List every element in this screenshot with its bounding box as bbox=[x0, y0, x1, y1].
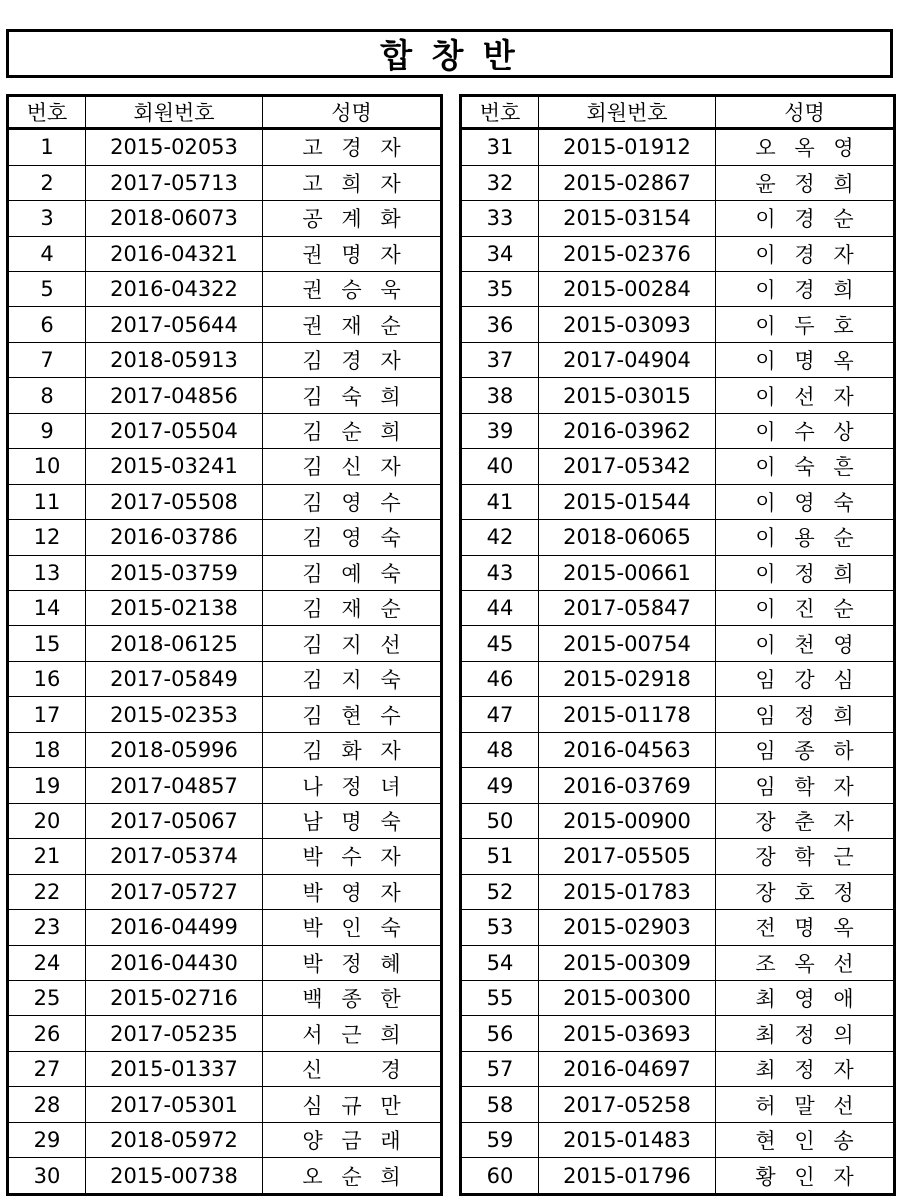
member-name-cell: 윤 정 희 bbox=[716, 165, 895, 200]
table-row bbox=[461, 520, 895, 555]
member-number-cell: 46 bbox=[461, 661, 539, 696]
member-name-cell: 박 정 혜 bbox=[263, 945, 442, 980]
table-row bbox=[8, 378, 442, 413]
member-id-cell: 2016-04563 bbox=[539, 732, 716, 767]
member-number-cell: 19 bbox=[8, 768, 86, 803]
member-name-cell: 이 경 순 bbox=[716, 201, 895, 236]
table-row bbox=[461, 413, 895, 448]
member-name-cell: 이 두 호 bbox=[716, 307, 895, 342]
member-name-cell: 김 경 자 bbox=[263, 342, 442, 377]
table-row bbox=[8, 591, 442, 626]
member-id-cell: 2017-05258 bbox=[539, 1087, 716, 1122]
member-name-cell: 김 영 숙 bbox=[263, 520, 442, 555]
member-number-cell: 6 bbox=[8, 307, 86, 342]
member-number-cell: 58 bbox=[461, 1087, 539, 1122]
member-id-cell: 2015-02867 bbox=[539, 165, 716, 200]
member-name-cell: 심 규 만 bbox=[263, 1087, 442, 1122]
table-row bbox=[461, 342, 895, 377]
table-row bbox=[8, 661, 442, 696]
table-row bbox=[8, 1051, 442, 1086]
table-row bbox=[461, 1158, 895, 1195]
member-number-cell: 53 bbox=[461, 910, 539, 945]
table-row bbox=[461, 555, 895, 590]
member-number-cell: 3 bbox=[8, 201, 86, 236]
table-row bbox=[461, 910, 895, 945]
member-number-cell: 57 bbox=[461, 1051, 539, 1086]
member-name-cell: 김 영 수 bbox=[263, 484, 442, 519]
member-name-cell: 서 근 희 bbox=[263, 1016, 442, 1051]
member-name-cell: 이 수 상 bbox=[716, 413, 895, 448]
member-name-cell: 김 현 수 bbox=[263, 697, 442, 732]
page-title: 합 창 반 bbox=[380, 36, 519, 75]
table-row bbox=[8, 874, 442, 909]
roster-table-left bbox=[6, 94, 443, 1196]
table-row bbox=[8, 307, 442, 342]
header-member-id: 회원번호 bbox=[86, 96, 263, 129]
member-name-cell: 백 종 한 bbox=[263, 981, 442, 1016]
member-number-cell: 32 bbox=[461, 165, 539, 200]
table-row bbox=[461, 378, 895, 413]
member-name-cell: 박 인 숙 bbox=[263, 910, 442, 945]
table-row bbox=[461, 1016, 895, 1051]
member-number-cell: 13 bbox=[8, 555, 86, 590]
member-id-cell: 2015-01544 bbox=[539, 484, 716, 519]
member-number-cell: 7 bbox=[8, 342, 86, 377]
member-name-cell: 임 정 희 bbox=[716, 697, 895, 732]
member-number-cell: 44 bbox=[461, 591, 539, 626]
member-id-cell: 2018-06065 bbox=[539, 520, 716, 555]
member-id-cell: 2017-05342 bbox=[539, 449, 716, 484]
member-id-cell: 2015-01796 bbox=[539, 1158, 716, 1195]
table-row bbox=[8, 697, 442, 732]
table-row bbox=[8, 1158, 442, 1195]
member-number-cell: 12 bbox=[8, 520, 86, 555]
table-row bbox=[461, 626, 895, 661]
member-name-cell: 권 재 순 bbox=[263, 307, 442, 342]
member-number-cell: 59 bbox=[461, 1122, 539, 1157]
table-row bbox=[8, 165, 442, 200]
member-id-cell: 2017-04904 bbox=[539, 342, 716, 377]
member-name-cell: 황 인 자 bbox=[716, 1158, 895, 1195]
table-row bbox=[8, 732, 442, 767]
member-id-cell: 2015-02353 bbox=[86, 697, 263, 732]
member-name-cell: 이 진 순 bbox=[716, 591, 895, 626]
member-name-cell: 김 지 선 bbox=[263, 626, 442, 661]
member-name-cell: 오 옥 영 bbox=[716, 129, 895, 166]
member-id-cell: 2015-01483 bbox=[539, 1122, 716, 1157]
member-number-cell: 16 bbox=[8, 661, 86, 696]
member-id-cell: 2018-05913 bbox=[86, 342, 263, 377]
member-name-cell: 남 명 숙 bbox=[263, 803, 442, 838]
roster-body-right bbox=[461, 129, 895, 1195]
member-name-cell: 최 영 애 bbox=[716, 981, 895, 1016]
member-id-cell: 2015-01912 bbox=[539, 129, 716, 166]
table-row bbox=[8, 555, 442, 590]
member-name-cell: 임 학 자 bbox=[716, 768, 895, 803]
member-number-cell: 40 bbox=[461, 449, 539, 484]
member-name-cell: 양 금 래 bbox=[263, 1122, 442, 1157]
member-number-cell: 14 bbox=[8, 591, 86, 626]
member-number-cell: 18 bbox=[8, 732, 86, 767]
member-name-cell: 임 종 하 bbox=[716, 732, 895, 767]
member-id-cell: 2018-06125 bbox=[86, 626, 263, 661]
table-row bbox=[8, 413, 442, 448]
member-number-cell: 4 bbox=[8, 236, 86, 271]
member-name-cell: 허 말 선 bbox=[716, 1087, 895, 1122]
member-id-cell: 2016-04322 bbox=[86, 271, 263, 306]
member-name-cell: 김 숙 희 bbox=[263, 378, 442, 413]
member-number-cell: 9 bbox=[8, 413, 86, 448]
roster-body-left bbox=[8, 129, 442, 1195]
member-name-cell: 김 순 희 bbox=[263, 413, 442, 448]
member-number-cell: 17 bbox=[8, 697, 86, 732]
member-id-cell: 2015-02903 bbox=[539, 910, 716, 945]
member-number-cell: 25 bbox=[8, 981, 86, 1016]
member-number-cell: 33 bbox=[461, 201, 539, 236]
member-name-cell: 이 경 희 bbox=[716, 271, 895, 306]
header-name: 성명 bbox=[716, 96, 895, 129]
table-row bbox=[461, 697, 895, 732]
table-row bbox=[461, 839, 895, 874]
member-id-cell: 2016-04430 bbox=[86, 945, 263, 980]
header-number: 번호 bbox=[8, 96, 86, 129]
header-row bbox=[461, 96, 895, 129]
table-row bbox=[461, 449, 895, 484]
member-id-cell: 2015-00754 bbox=[539, 626, 716, 661]
member-number-cell: 50 bbox=[461, 803, 539, 838]
member-name-cell: 이 천 영 bbox=[716, 626, 895, 661]
table-row bbox=[461, 1051, 895, 1086]
member-number-cell: 15 bbox=[8, 626, 86, 661]
title-box bbox=[6, 29, 893, 78]
member-id-cell: 2017-05067 bbox=[86, 803, 263, 838]
member-name-cell: 박 수 자 bbox=[263, 839, 442, 874]
member-name-cell: 이 정 희 bbox=[716, 555, 895, 590]
member-name-cell: 권 명 자 bbox=[263, 236, 442, 271]
member-id-cell: 2015-01783 bbox=[539, 874, 716, 909]
table-row bbox=[461, 732, 895, 767]
table-row bbox=[461, 874, 895, 909]
member-id-cell: 2018-06073 bbox=[86, 201, 263, 236]
member-id-cell: 2017-05235 bbox=[86, 1016, 263, 1051]
member-id-cell: 2015-03759 bbox=[86, 555, 263, 590]
table-row bbox=[461, 803, 895, 838]
member-id-cell: 2016-03769 bbox=[539, 768, 716, 803]
table-row bbox=[8, 271, 442, 306]
table-row bbox=[461, 1122, 895, 1157]
member-id-cell: 2017-05713 bbox=[86, 165, 263, 200]
member-number-cell: 5 bbox=[8, 271, 86, 306]
table-row bbox=[8, 1122, 442, 1157]
member-number-cell: 55 bbox=[461, 981, 539, 1016]
member-number-cell: 60 bbox=[461, 1158, 539, 1195]
member-name-cell: 오 순 희 bbox=[263, 1158, 442, 1195]
table-row bbox=[8, 626, 442, 661]
member-id-cell: 2015-00738 bbox=[86, 1158, 263, 1195]
table-row bbox=[8, 839, 442, 874]
member-id-cell: 2015-02138 bbox=[86, 591, 263, 626]
member-name-cell: 박 영 자 bbox=[263, 874, 442, 909]
table-row bbox=[8, 1087, 442, 1122]
member-id-cell: 2015-00309 bbox=[539, 945, 716, 980]
header-row bbox=[8, 96, 442, 129]
member-id-cell: 2015-00300 bbox=[539, 981, 716, 1016]
member-id-cell: 2017-05505 bbox=[539, 839, 716, 874]
member-number-cell: 34 bbox=[461, 236, 539, 271]
table-row bbox=[8, 910, 442, 945]
member-id-cell: 2017-05644 bbox=[86, 307, 263, 342]
member-name-cell: 신 경 bbox=[263, 1051, 442, 1086]
member-number-cell: 51 bbox=[461, 839, 539, 874]
member-id-cell: 2018-05972 bbox=[86, 1122, 263, 1157]
member-name-cell: 이 영 숙 bbox=[716, 484, 895, 519]
member-number-cell: 11 bbox=[8, 484, 86, 519]
roster-table-right bbox=[459, 94, 896, 1196]
member-id-cell: 2015-03093 bbox=[539, 307, 716, 342]
member-number-cell: 42 bbox=[461, 520, 539, 555]
table-row bbox=[8, 484, 442, 519]
header-name: 성명 bbox=[263, 96, 442, 129]
member-name-cell: 김 지 숙 bbox=[263, 661, 442, 696]
member-number-cell: 37 bbox=[461, 342, 539, 377]
header-member-id: 회원번호 bbox=[539, 96, 716, 129]
member-name-cell: 김 화 자 bbox=[263, 732, 442, 767]
table-row bbox=[8, 1016, 442, 1051]
table-row bbox=[461, 201, 895, 236]
table-row bbox=[461, 271, 895, 306]
member-id-cell: 2017-05847 bbox=[539, 591, 716, 626]
member-id-cell: 2015-01337 bbox=[86, 1051, 263, 1086]
member-id-cell: 2018-05996 bbox=[86, 732, 263, 767]
member-id-cell: 2015-01178 bbox=[539, 697, 716, 732]
member-id-cell: 2017-05849 bbox=[86, 661, 263, 696]
table-row bbox=[461, 129, 895, 166]
member-id-cell: 2015-03154 bbox=[539, 201, 716, 236]
member-name-cell: 나 정 녀 bbox=[263, 768, 442, 803]
member-name-cell: 김 예 숙 bbox=[263, 555, 442, 590]
member-number-cell: 23 bbox=[8, 910, 86, 945]
member-id-cell: 2017-05301 bbox=[86, 1087, 263, 1122]
member-id-cell: 2015-02053 bbox=[86, 129, 263, 166]
table-row bbox=[461, 768, 895, 803]
member-name-cell: 최 정 의 bbox=[716, 1016, 895, 1051]
member-name-cell: 이 숙 흔 bbox=[716, 449, 895, 484]
member-id-cell: 2015-03241 bbox=[86, 449, 263, 484]
member-number-cell: 56 bbox=[461, 1016, 539, 1051]
member-number-cell: 41 bbox=[461, 484, 539, 519]
member-name-cell: 이 선 자 bbox=[716, 378, 895, 413]
member-number-cell: 20 bbox=[8, 803, 86, 838]
member-id-cell: 2016-03786 bbox=[86, 520, 263, 555]
member-number-cell: 8 bbox=[8, 378, 86, 413]
member-number-cell: 27 bbox=[8, 1051, 86, 1086]
member-name-cell: 장 호 정 bbox=[716, 874, 895, 909]
member-id-cell: 2017-05727 bbox=[86, 874, 263, 909]
member-name-cell: 장 춘 자 bbox=[716, 803, 895, 838]
member-name-cell: 김 재 순 bbox=[263, 591, 442, 626]
table-row bbox=[461, 1087, 895, 1122]
header-number: 번호 bbox=[461, 96, 539, 129]
member-number-cell: 28 bbox=[8, 1087, 86, 1122]
member-name-cell: 김 신 자 bbox=[263, 449, 442, 484]
member-number-cell: 45 bbox=[461, 626, 539, 661]
member-name-cell: 이 경 자 bbox=[716, 236, 895, 271]
member-number-cell: 30 bbox=[8, 1158, 86, 1195]
table-row bbox=[8, 201, 442, 236]
member-number-cell: 35 bbox=[461, 271, 539, 306]
table-row bbox=[461, 591, 895, 626]
table-row bbox=[461, 981, 895, 1016]
member-number-cell: 10 bbox=[8, 449, 86, 484]
member-id-cell: 2016-04499 bbox=[86, 910, 263, 945]
member-number-cell: 22 bbox=[8, 874, 86, 909]
member-number-cell: 49 bbox=[461, 768, 539, 803]
member-name-cell: 고 경 자 bbox=[263, 129, 442, 166]
table-row bbox=[8, 768, 442, 803]
member-name-cell: 전 명 옥 bbox=[716, 910, 895, 945]
table-row bbox=[8, 945, 442, 980]
table-row bbox=[8, 449, 442, 484]
table-row bbox=[461, 165, 895, 200]
member-id-cell: 2016-03962 bbox=[539, 413, 716, 448]
member-number-cell: 24 bbox=[8, 945, 86, 980]
member-name-cell: 이 용 순 bbox=[716, 520, 895, 555]
member-id-cell: 2016-04321 bbox=[86, 236, 263, 271]
member-number-cell: 21 bbox=[8, 839, 86, 874]
member-id-cell: 2017-05508 bbox=[86, 484, 263, 519]
member-id-cell: 2015-03015 bbox=[539, 378, 716, 413]
table-row bbox=[461, 484, 895, 519]
member-id-cell: 2016-04697 bbox=[539, 1051, 716, 1086]
table-row bbox=[8, 129, 442, 166]
member-number-cell: 39 bbox=[461, 413, 539, 448]
member-number-cell: 31 bbox=[461, 129, 539, 166]
member-name-cell: 장 학 근 bbox=[716, 839, 895, 874]
member-number-cell: 38 bbox=[461, 378, 539, 413]
table-row bbox=[461, 236, 895, 271]
member-number-cell: 26 bbox=[8, 1016, 86, 1051]
member-number-cell: 47 bbox=[461, 697, 539, 732]
member-name-cell: 이 명 옥 bbox=[716, 342, 895, 377]
member-id-cell: 2017-05504 bbox=[86, 413, 263, 448]
member-number-cell: 29 bbox=[8, 1122, 86, 1157]
member-number-cell: 54 bbox=[461, 945, 539, 980]
member-name-cell: 현 인 송 bbox=[716, 1122, 895, 1157]
table-row bbox=[8, 236, 442, 271]
member-id-cell: 2015-02716 bbox=[86, 981, 263, 1016]
member-number-cell: 48 bbox=[461, 732, 539, 767]
member-id-cell: 2015-02918 bbox=[539, 661, 716, 696]
member-id-cell: 2015-00661 bbox=[539, 555, 716, 590]
member-id-cell: 2015-00900 bbox=[539, 803, 716, 838]
member-name-cell: 최 정 자 bbox=[716, 1051, 895, 1086]
member-name-cell: 공 계 화 bbox=[263, 201, 442, 236]
member-id-cell: 2015-02376 bbox=[539, 236, 716, 271]
member-name-cell: 권 승 욱 bbox=[263, 271, 442, 306]
member-id-cell: 2015-00284 bbox=[539, 271, 716, 306]
member-number-cell: 1 bbox=[8, 129, 86, 166]
member-number-cell: 36 bbox=[461, 307, 539, 342]
member-name-cell: 임 강 심 bbox=[716, 661, 895, 696]
table-row bbox=[8, 981, 442, 1016]
member-number-cell: 52 bbox=[461, 874, 539, 909]
table-row bbox=[461, 661, 895, 696]
table-row bbox=[461, 307, 895, 342]
member-id-cell: 2017-04857 bbox=[86, 768, 263, 803]
member-name-cell: 조 옥 선 bbox=[716, 945, 895, 980]
member-number-cell: 43 bbox=[461, 555, 539, 590]
member-id-cell: 2017-04856 bbox=[86, 378, 263, 413]
member-id-cell: 2017-05374 bbox=[86, 839, 263, 874]
table-row bbox=[8, 803, 442, 838]
table-row bbox=[8, 520, 442, 555]
table-row bbox=[8, 342, 442, 377]
member-name-cell: 고 희 자 bbox=[263, 165, 442, 200]
table-row bbox=[461, 945, 895, 980]
member-id-cell: 2015-03693 bbox=[539, 1016, 716, 1051]
member-number-cell: 2 bbox=[8, 165, 86, 200]
